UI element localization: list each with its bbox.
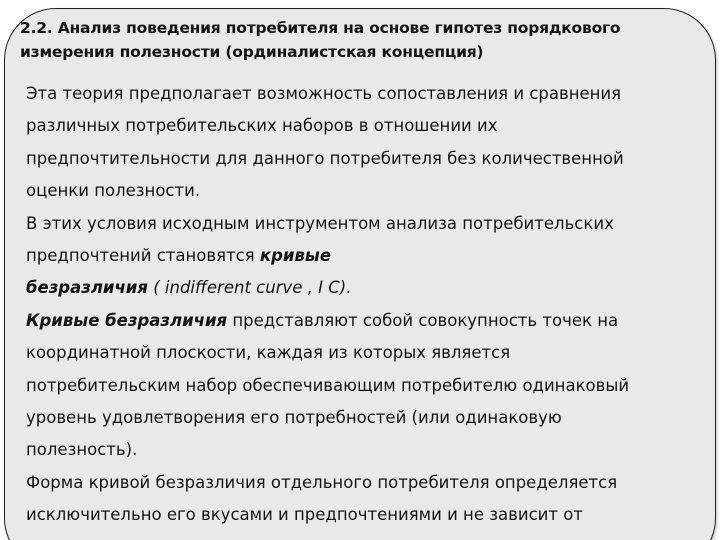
slide-title <box>20 16 700 64</box>
paragraph-3-line-3: потребительским набор обеспечивающим потребителю одинаковый <box>26 375 630 395</box>
paragraph-3-line-2: координатной плоскости, каждая из которых является <box>26 343 511 363</box>
paragraph-4-line-2: исключительно его вкусами и предпочтениями и не зависит от <box>26 505 583 525</box>
paragraph-1-line-2: различных потребительских наборов в отношении их <box>26 116 498 136</box>
paragraph-3-text: представляют собой совокупность точек на <box>227 310 619 330</box>
title-line-1: 2.2. Анализ поведения потребителя на основе гипотез порядкового <box>20 19 621 37</box>
body-text <box>26 78 706 531</box>
paragraph-3-line-5: полезность). <box>26 440 138 460</box>
title-line-2: измерения полезности (ординалистская концепция) <box>20 43 484 61</box>
english-term: ( indifferent curve , I C). <box>147 278 352 298</box>
paragraph-1-line-3: предпочтительности для данного потребителя без количественной <box>26 148 624 168</box>
term-curves: кривые <box>259 245 332 265</box>
paragraph-2-line-2 <box>26 240 706 272</box>
paragraph-4-line-1: Форма кривой безразличия отдельного потребителя определяется <box>26 472 618 492</box>
paragraph-2-line-1: В этих условия исходным инструментом анализа потребительских <box>26 213 614 233</box>
term-indifference-curves: Кривые безразличия <box>26 310 228 330</box>
paragraph-2-text: предпочтений становятся <box>26 245 260 265</box>
paragraph-2-line-3 <box>26 272 706 304</box>
paragraph-3-line-4: уровень удовлетворения его потребностей (или одинаковую <box>26 407 562 427</box>
paragraph-1-line-4: оценки полезности. <box>26 181 201 201</box>
term-indifference: безразличия <box>26 278 148 298</box>
paragraph-1-line-1: Эта теория предполагает возможность сопоставления и сравнения <box>26 84 622 103</box>
paragraph-3-line-1 <box>26 305 706 337</box>
